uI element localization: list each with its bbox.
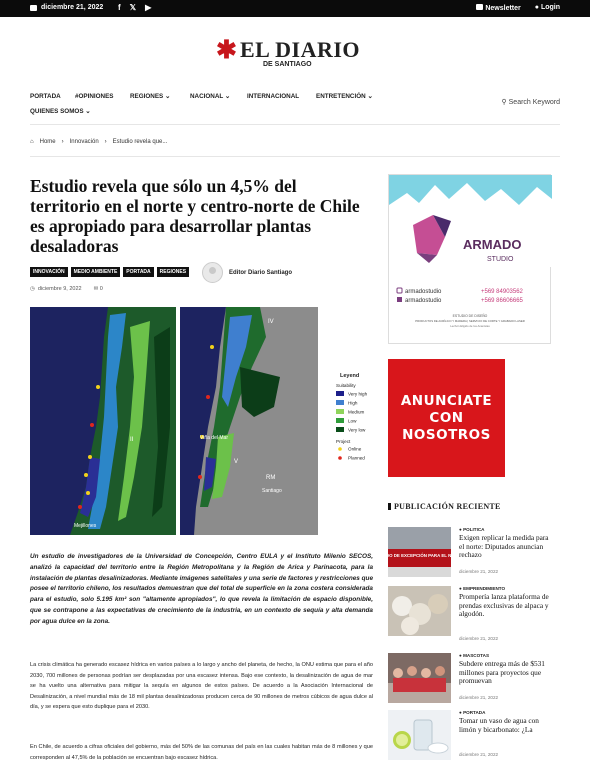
map-region-label: IV <box>268 319 274 325</box>
armado-studio-ad[interactable] <box>388 174 551 344</box>
map-place-label: Viña del Mar <box>200 435 228 441</box>
chevron-down-icon: ⌄ <box>224 93 231 100</box>
home-icon: ⌂ <box>30 139 34 145</box>
nav-quienes-label: QUIENES SOMOS <box>30 108 84 115</box>
legend-project-planned: Planned <box>348 455 365 461</box>
post-title[interactable]: Exigen replicar la medida para el norte: Diputados anuncian rechazo <box>459 533 549 560</box>
main-nav <box>30 90 560 122</box>
ad-facebook: armadostudio <box>405 298 442 304</box>
suitability-map-image <box>30 307 378 535</box>
post-category-label: MASCOTAS <box>463 653 490 658</box>
tag-regiones[interactable]: REGIONES <box>157 267 189 277</box>
advertise-with-us-banner[interactable] <box>388 359 505 477</box>
post-title[interactable]: Prompería lanza plataforma de prendas exclusivas de alpaca y algodón. <box>459 592 549 619</box>
recent-posts-heading: PUBLICACIÓN RECIENTE <box>388 502 501 511</box>
post-thumbnail[interactable] <box>388 586 451 636</box>
comments-link[interactable] <box>94 286 103 292</box>
nav-regiones-label: REGIONES <box>130 93 164 100</box>
post-category[interactable]: ● POLITICA <box>459 527 485 532</box>
search-input[interactable]: Search Keyword <box>508 99 560 106</box>
author-name: Editor Diario Santiago <box>229 269 293 276</box>
map-region-label: II <box>130 437 134 443</box>
newsletter-label: Newsletter <box>485 5 521 12</box>
ad-studio: STUDIO <box>487 256 514 263</box>
breadcrumb-home[interactable]: Home <box>39 139 56 145</box>
comment-count: 0 <box>99 286 103 292</box>
nav-item-opiniones[interactable]: #OPINIONES <box>75 93 114 100</box>
nav-item-portada[interactable]: PORTADA <box>30 93 61 100</box>
clock-icon: ◷ <box>30 286 35 292</box>
ad-line2: PRODUCTOS DE ACRÍLICO Y MADERA | SERVICIO DE CORTE Y GRABADO LASER <box>415 319 525 323</box>
user-icon: ● <box>534 4 539 11</box>
armado-ad-graphic <box>389 175 552 345</box>
ad-instagram: armadostudio <box>405 289 442 295</box>
post-thumbnail[interactable] <box>374 527 464 577</box>
tag-portada[interactable]: PORTADA <box>123 267 153 277</box>
top-date <box>30 4 103 11</box>
legend-class-label: Medium <box>348 409 365 415</box>
article-date-wrap <box>30 286 82 292</box>
nav-entretencion-label: ENTRETENCIÓN <box>316 93 366 100</box>
map-place-label: Mejillones <box>74 523 97 529</box>
legend-class-label: Very high <box>348 391 368 397</box>
map-place-label: Santiago <box>262 488 282 494</box>
comment-icon: ✉ <box>93 286 99 292</box>
breadcrumb-separator: › <box>104 139 107 145</box>
post-date: diciembre 21, 2022 <box>459 569 499 574</box>
nav-item-nacional[interactable] <box>190 93 230 100</box>
post-category[interactable]: ● EMPRENDIMIENTO <box>459 586 506 591</box>
article-lede: Un estudio de investigadores de la Universidad de Concepción, Centro EULA y el Instituto Milenio SECOS, analizó la capacidad del territorio entre la Región Metropolitana y la Región de Arica y Parinacota, para la instalación de plantas desalinizadoras. Mediante imágenes satelitales y una serie de factores y restricciones que posee el territorio chileno, los resultados demuestran que del total de superficie en la zona costera considerada para el estudio, solo 5.195 km² son "altamente apropiados", lo que revela la limitación de espacio disponible, que se contrapone a las expectativas de crecimiento de la industria, en un contexto de sequía y alta demanda por agua dulce en la zona. <box>30 553 373 625</box>
breadcrumb-category[interactable]: Innovación <box>69 139 99 145</box>
site-logo[interactable] <box>216 38 376 70</box>
top-actions <box>476 4 560 12</box>
post-category[interactable]: ● MASCOTAS <box>459 653 490 658</box>
social-links <box>118 3 151 12</box>
avatar <box>202 262 223 283</box>
author-info[interactable] <box>202 262 292 283</box>
chevron-down-icon: ⌄ <box>367 93 373 100</box>
nav-nacional-label: NACIONAL <box>190 93 224 100</box>
article-tags <box>30 267 189 277</box>
legend-class-label: High <box>348 400 358 406</box>
post-category-label: PORTADA <box>463 710 486 715</box>
banner-line3: NOSOTROS <box>402 427 491 443</box>
calendar-icon <box>30 5 37 11</box>
tag-innovacion[interactable]: INNOVACIÓN <box>30 267 68 277</box>
post-thumbnail[interactable] <box>388 710 451 760</box>
breadcrumb-current: Estudio revela que... <box>112 139 168 145</box>
post-category-label: POLITICA <box>463 527 485 532</box>
article-paragraph: La crisis climática ha generado escasez hídrica en varios países a lo largo y ancho del planeta, de hecho, la ONU estima que para el año 2030, 700 millones de personas podrían ser desplazadas por una escasez intensa. Bajo ese contexto, la desalinización de agua de mar se ha vuelto una alternativa para mitigar la sequía en algunos de estos países. De acuerdo a la Asociación Internacional de Desalinización, a nivel mundial más de 18 mil plantas desalinizadoras producen cerca de 90 millones de metros cúbicos de agua dulce al día, y se espera que esto duplique para el 2030. <box>30 662 373 710</box>
legend-class-label: Low <box>348 418 357 424</box>
logo-name: EL DIARIO <box>240 37 361 62</box>
logo-subtitle: DE SANTIAGO <box>263 61 312 68</box>
banner-line2: CON <box>429 410 464 426</box>
legend-project-label: Project <box>336 439 351 444</box>
breadcrumb-separator: › <box>61 139 64 145</box>
post-date: diciembre 21, 2022 <box>459 752 499 757</box>
login-label: Login <box>540 4 560 11</box>
post-thumbnail[interactable] <box>388 653 451 703</box>
search-box[interactable] <box>502 98 560 106</box>
nav-item-quienes-somos[interactable] <box>30 108 91 115</box>
top-bar <box>0 0 590 17</box>
nav-item-regiones[interactable] <box>130 93 170 100</box>
post-title[interactable]: Subdere entrega más de $531 millones para proyectos que promuevan <box>459 659 545 686</box>
ad-line3: Lechón Eligido de los Ananistas <box>450 324 490 328</box>
map-region-label: RM <box>266 475 276 481</box>
breadcrumb <box>30 139 167 145</box>
ad-brand: ARMADO <box>463 237 522 252</box>
logo-star-icon: ✱ <box>216 36 237 64</box>
post-date: diciembre 21, 2022 <box>459 695 499 700</box>
legend-title: Leyend <box>340 373 360 379</box>
nav-divider <box>30 124 560 125</box>
article-title: Estudio revela que sólo un 4,5% del territorio en el norte y centro-norte de Chile es apropiado para desarrollar plantas desaladoras <box>30 176 360 256</box>
current-date: diciembre 21, 2022 <box>41 4 104 11</box>
newsletter-link[interactable] <box>476 4 520 12</box>
twitter-icon[interactable]: 𝕏 <box>129 3 137 12</box>
nav-item-entretencion[interactable] <box>316 93 373 100</box>
legend-suitability-label: Suitability <box>336 383 356 388</box>
legend-class-label: Very low <box>348 427 366 433</box>
mail-icon <box>476 4 483 10</box>
ad-phone1: +569 84903562 <box>481 289 523 295</box>
facebook-icon[interactable]: f <box>118 3 121 12</box>
banner-line1: ANUNCIATE <box>400 393 493 409</box>
post-title[interactable]: Tomar un vaso de agua con limón y bicarbonato: ¿La <box>459 716 539 734</box>
article-meta <box>30 286 103 292</box>
tag-medio-ambiente[interactable]: MEDIO AMBIENTE <box>71 267 121 277</box>
youtube-icon[interactable]: ▶ <box>145 3 152 12</box>
article-date: diciembre 9, 2022 <box>37 286 82 292</box>
breadcrumb-divider <box>30 156 560 157</box>
login-link[interactable] <box>535 4 560 12</box>
chevron-down-icon: ⌄ <box>165 93 171 100</box>
legend-project-online: Online <box>348 446 362 452</box>
post-category-label: EMPRENDIMIENTO <box>463 586 506 591</box>
article-paragraph: En Chile, de acuerdo a cifras oficiales del gobierno, más del 50% de las comunas del país en las cuales habitan más de 8 millones y que corresponden al 47,5% de la población se encuentran bajo escasez hídrica. <box>30 744 373 761</box>
ad-phone2: +569 86606665 <box>481 298 523 304</box>
ad-line1: ESTUDIO DE DISEÑO <box>452 314 488 318</box>
nav-item-internacional[interactable]: INTERNACIONAL <box>247 93 300 100</box>
post-date: diciembre 21, 2022 <box>459 636 499 641</box>
map-region-label: V <box>234 459 239 465</box>
chevron-down-icon: ⌄ <box>85 108 91 115</box>
post-category[interactable]: ● PORTADA <box>459 710 486 715</box>
search-icon: ⚲ <box>501 99 507 106</box>
thumb-caption: ESTADO DE EXCEPCIÓN PARA EL NORTE <box>374 553 464 558</box>
